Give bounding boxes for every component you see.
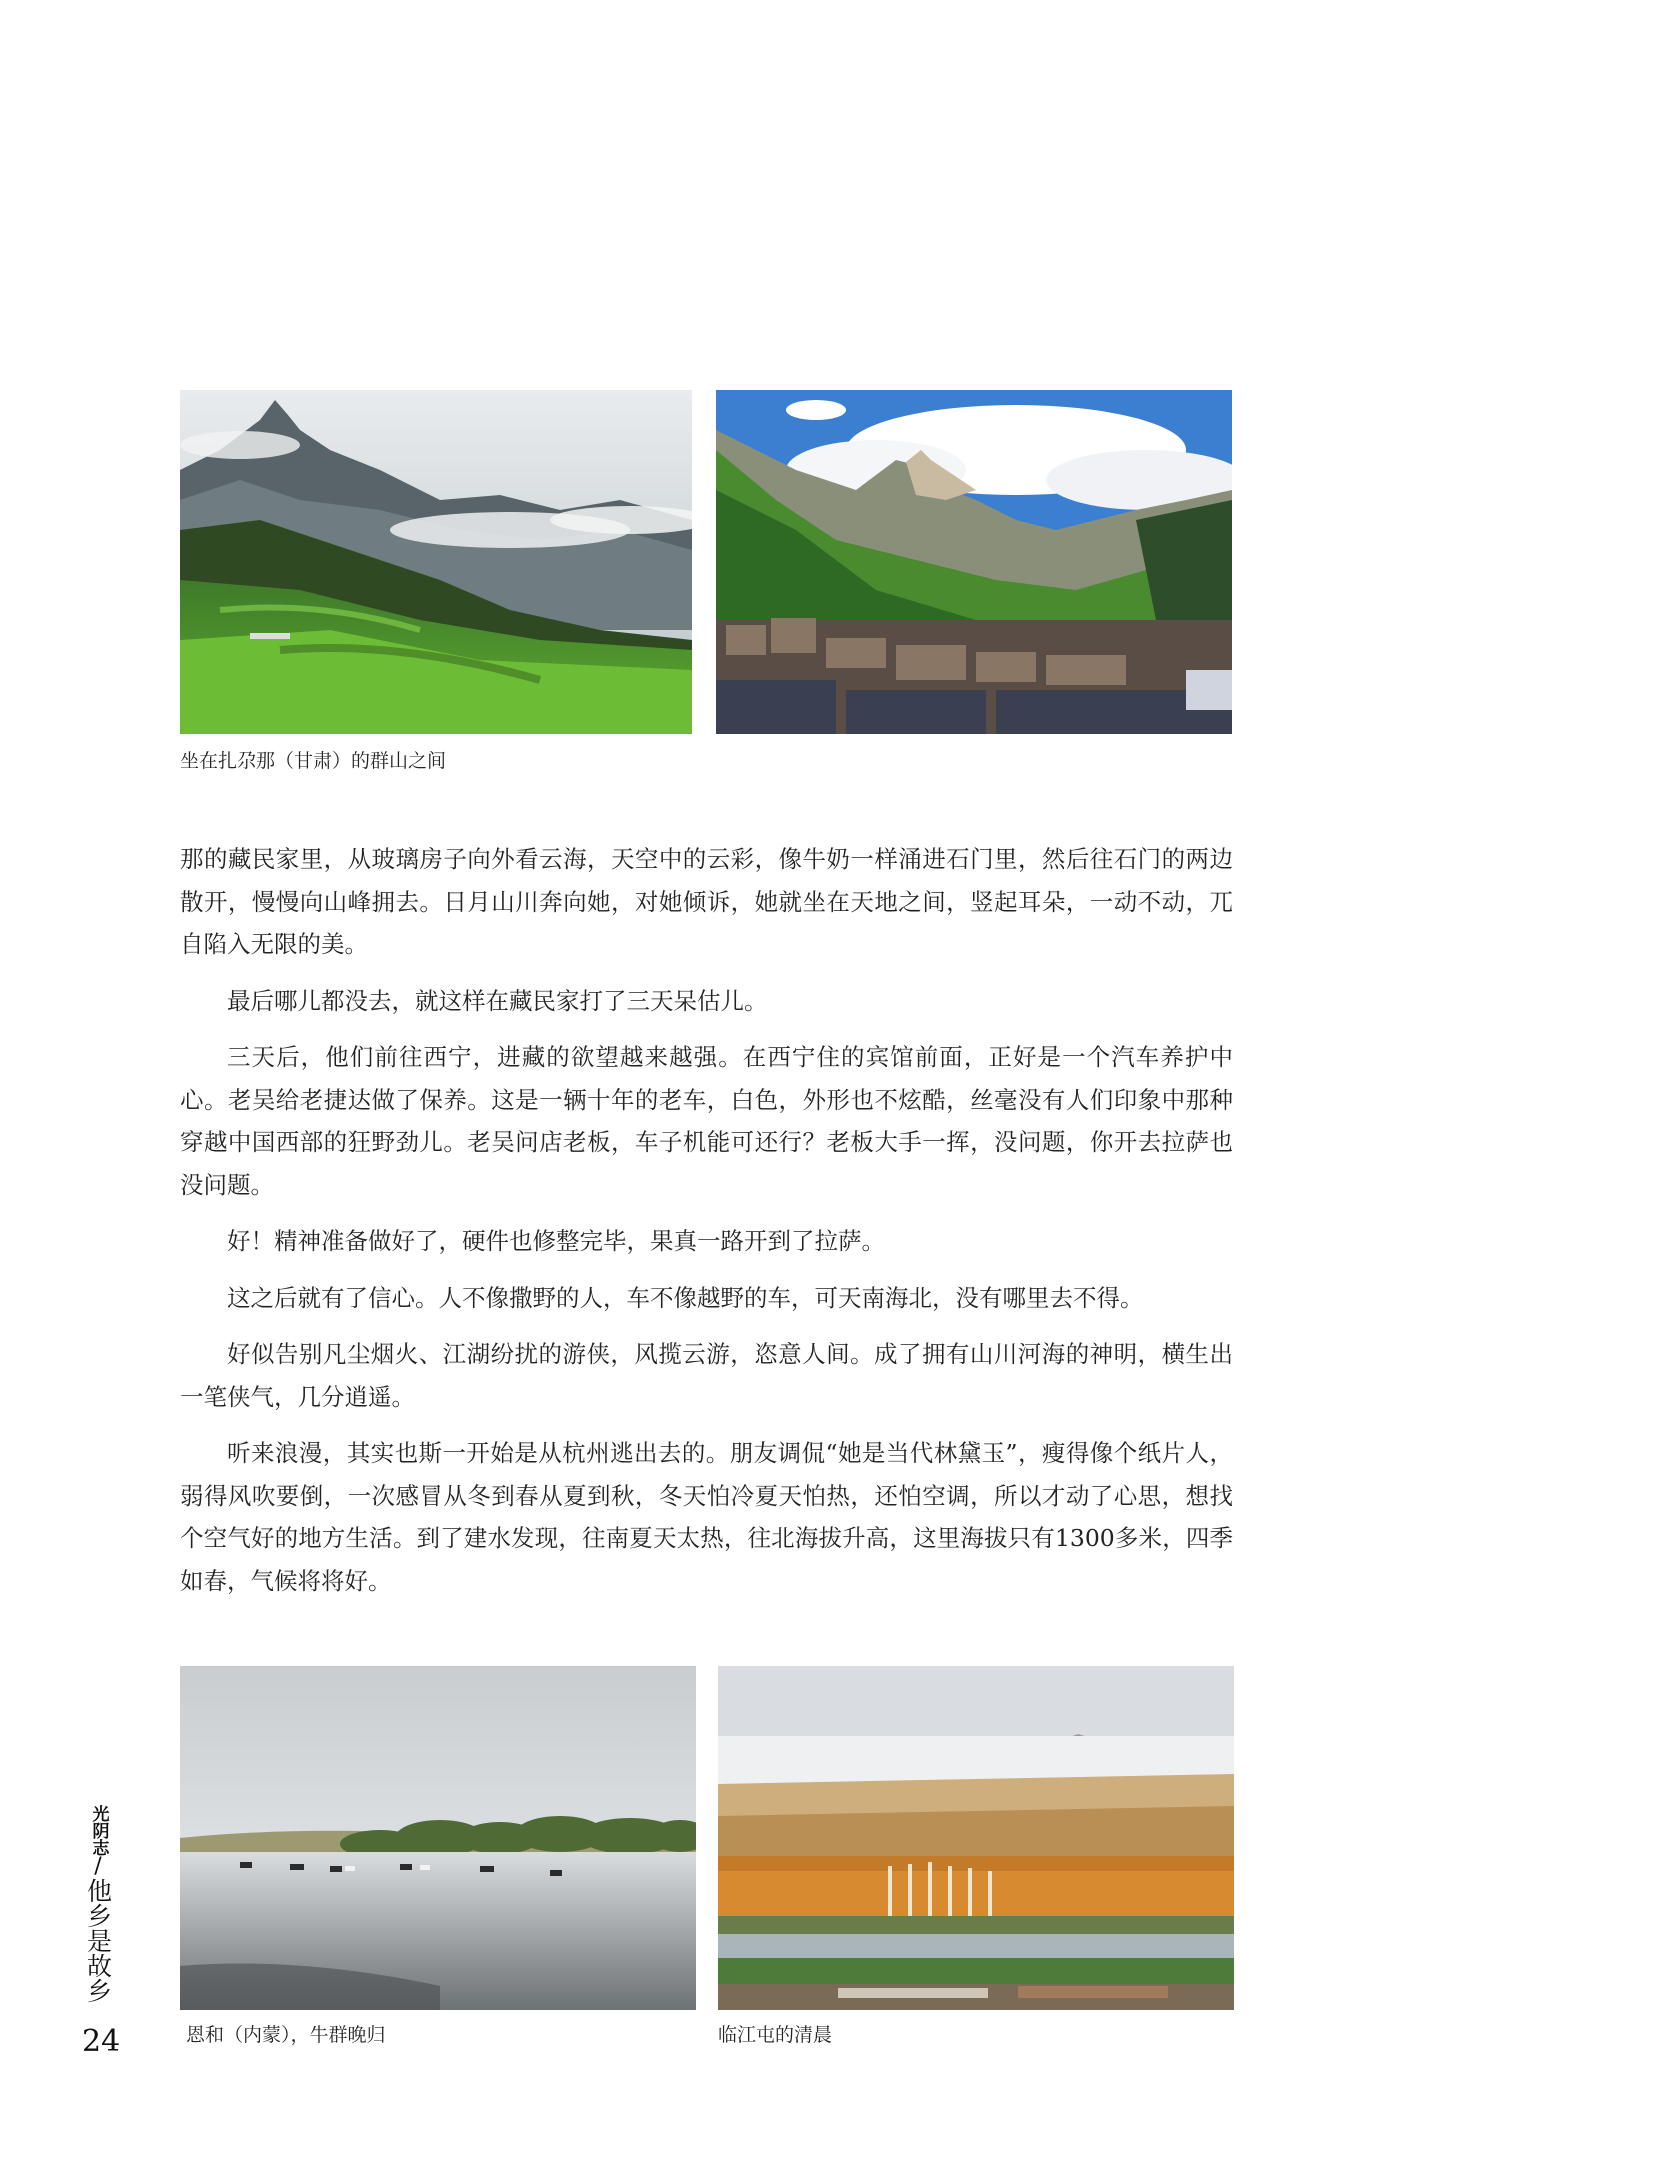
caption-bottom-left: 恩和（内蒙），牛群晚归 <box>186 2024 386 2046</box>
caption-bottom-right: 临江屯的清晨 <box>718 2024 833 2046</box>
paragraph: 好似告别凡尘烟火、江湖纷扰的游侠，风揽云游，恣意人间。成了拥有山川河海的神明，横生出一笔侠气，几分逍遥。 <box>180 1340 1233 1411</box>
paragraph: 三天后，他们前往西宁，进藏的欲望越来越强。在西宁住的宾馆前面，正好是一个汽车养护中心。老吴给老捷达做了保养。这是一辆十年的老车，白色，外形也不炫酷，丝毫没有人们印象中那种穿越中国西部的狂野劲儿。老吴问店老板，车子机能可还行？老板大手一挥，没问题，你开去拉萨也没问题。 <box>180 1043 1233 1199</box>
caption-top: 坐在扎尕那（甘肃）的群山之间 <box>180 750 447 772</box>
paragraph: 最后哪儿都没去，就这样在藏民家打了三天呆估儿。 <box>227 986 768 1015</box>
photo-linjiangtun-morning <box>718 1666 1234 2010</box>
section-separator: / <box>94 1854 102 1879</box>
section-label <box>84 1805 112 2003</box>
section-name: 他乡是故乡 <box>83 1878 113 2003</box>
paragraph: 好！精神准备做好了，硬件也修整完毕，果真一路开到了拉萨。 <box>227 1227 885 1255</box>
paragraph: 听来浪漫，其实也斯一开始是从杭州逃出去的。朋友调侃“她是当代林黛玉”，瘦得像个纸片人，弱得风吹要倒，一次感冒从冬到春从夏到秋，冬天怕冷夏天怕热，还怕空调，所以才动了心思，想找个空气好的地方生活。到了建水发现，往南夏天太热，往北海拔升高，这里海拔只有1300多米，四季如春，气候将将好。 <box>180 1439 1233 1595</box>
magazine-name: 光阴志 <box>88 1805 109 1856</box>
paragraph: 那的藏民家里，从玻璃房子向外看云海，天空中的云彩，像牛奶一样涌进石门里，然后往石门的两边散开，慢慢向山峰拥去。日月山川奔向她，对她倾诉，她就坐在天地之间，竖起耳朵，一动不动，兀自陷入无限的美。 <box>180 845 1233 958</box>
photo-zhagana-mountains <box>180 390 692 734</box>
page-number: 24 <box>82 2024 121 2059</box>
photo-zhagana-village <box>716 390 1232 734</box>
paragraph: 这之后就有了信心。人不像撒野的人，车不像越野的车，可天南海北，没有哪里去不得。 <box>227 1283 1144 1312</box>
article-body <box>180 838 1233 1616</box>
photo-enhe-cattle <box>180 1666 696 2010</box>
